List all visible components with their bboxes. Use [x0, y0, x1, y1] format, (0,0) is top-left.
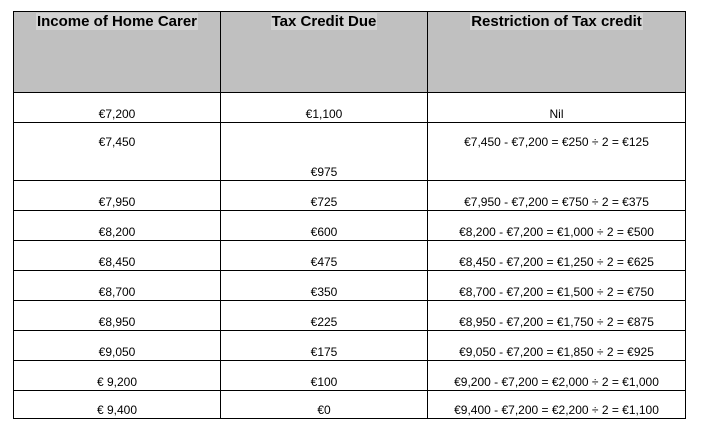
- restriction-cell: €8,950 - €7,200 = €1,750 ÷ 2 = €875: [428, 301, 686, 331]
- table-row: [14, 123, 686, 181]
- credit-cell: €975: [221, 123, 428, 181]
- credit-cell: €475: [221, 241, 428, 271]
- header-restriction: Restriction of Tax credit: [428, 12, 686, 93]
- income-cell: € 9,200: [14, 361, 221, 391]
- table-row: [14, 301, 686, 331]
- credit-cell: €725: [221, 181, 428, 211]
- income-cell: €8,450: [14, 241, 221, 271]
- income-cell: €8,200: [14, 211, 221, 241]
- restriction-cell: €8,700 - €7,200 = €1,500 ÷ 2 = €750: [428, 271, 686, 301]
- income-cell: €7,950: [14, 181, 221, 211]
- restriction-cell: €8,200 - €7,200 = €1,000 ÷ 2 = €500: [428, 211, 686, 241]
- tax-credit-table: [13, 11, 686, 419]
- table-row: [14, 241, 686, 271]
- credit-cell: €0: [221, 391, 428, 419]
- restriction-cell: Nil: [428, 93, 686, 123]
- credit-cell: €600: [221, 211, 428, 241]
- income-cell: € 9,400: [14, 391, 221, 419]
- restriction-cell: €8,450 - €7,200 = €1,250 ÷ 2 = €625: [428, 241, 686, 271]
- table-row: [14, 331, 686, 361]
- income-cell: €8,950: [14, 301, 221, 331]
- header-income: Income of Home Carer: [14, 12, 221, 93]
- table-row: [14, 211, 686, 241]
- restriction-cell: €9,400 - €7,200 = €2,200 ÷ 2 = €1,100: [428, 391, 686, 419]
- income-cell: €9,050: [14, 331, 221, 361]
- table-row: [14, 361, 686, 391]
- income-cell: €7,200: [14, 93, 221, 123]
- credit-cell: €350: [221, 271, 428, 301]
- credit-cell: €175: [221, 331, 428, 361]
- table-row: [14, 181, 686, 211]
- restriction-cell: €7,450 - €7,200 = €250 ÷ 2 = €125: [428, 123, 686, 181]
- header-tax-credit-due: Tax Credit Due: [221, 12, 428, 93]
- table-row: [14, 391, 686, 419]
- table-row: [14, 271, 686, 301]
- restriction-cell: €7,950 - €7,200 = €750 ÷ 2 = €375: [428, 181, 686, 211]
- table-row: [14, 93, 686, 123]
- income-cell: €7,450: [14, 123, 221, 181]
- header-row: [14, 12, 686, 93]
- credit-cell: €1,100: [221, 93, 428, 123]
- restriction-cell: €9,050 - €7,200 = €1,850 ÷ 2 = €925: [428, 331, 686, 361]
- restriction-cell: €9,200 - €7,200 = €2,000 ÷ 2 = €1,000: [428, 361, 686, 391]
- income-cell: €8,700: [14, 271, 221, 301]
- credit-cell: €100: [221, 361, 428, 391]
- credit-cell: €225: [221, 301, 428, 331]
